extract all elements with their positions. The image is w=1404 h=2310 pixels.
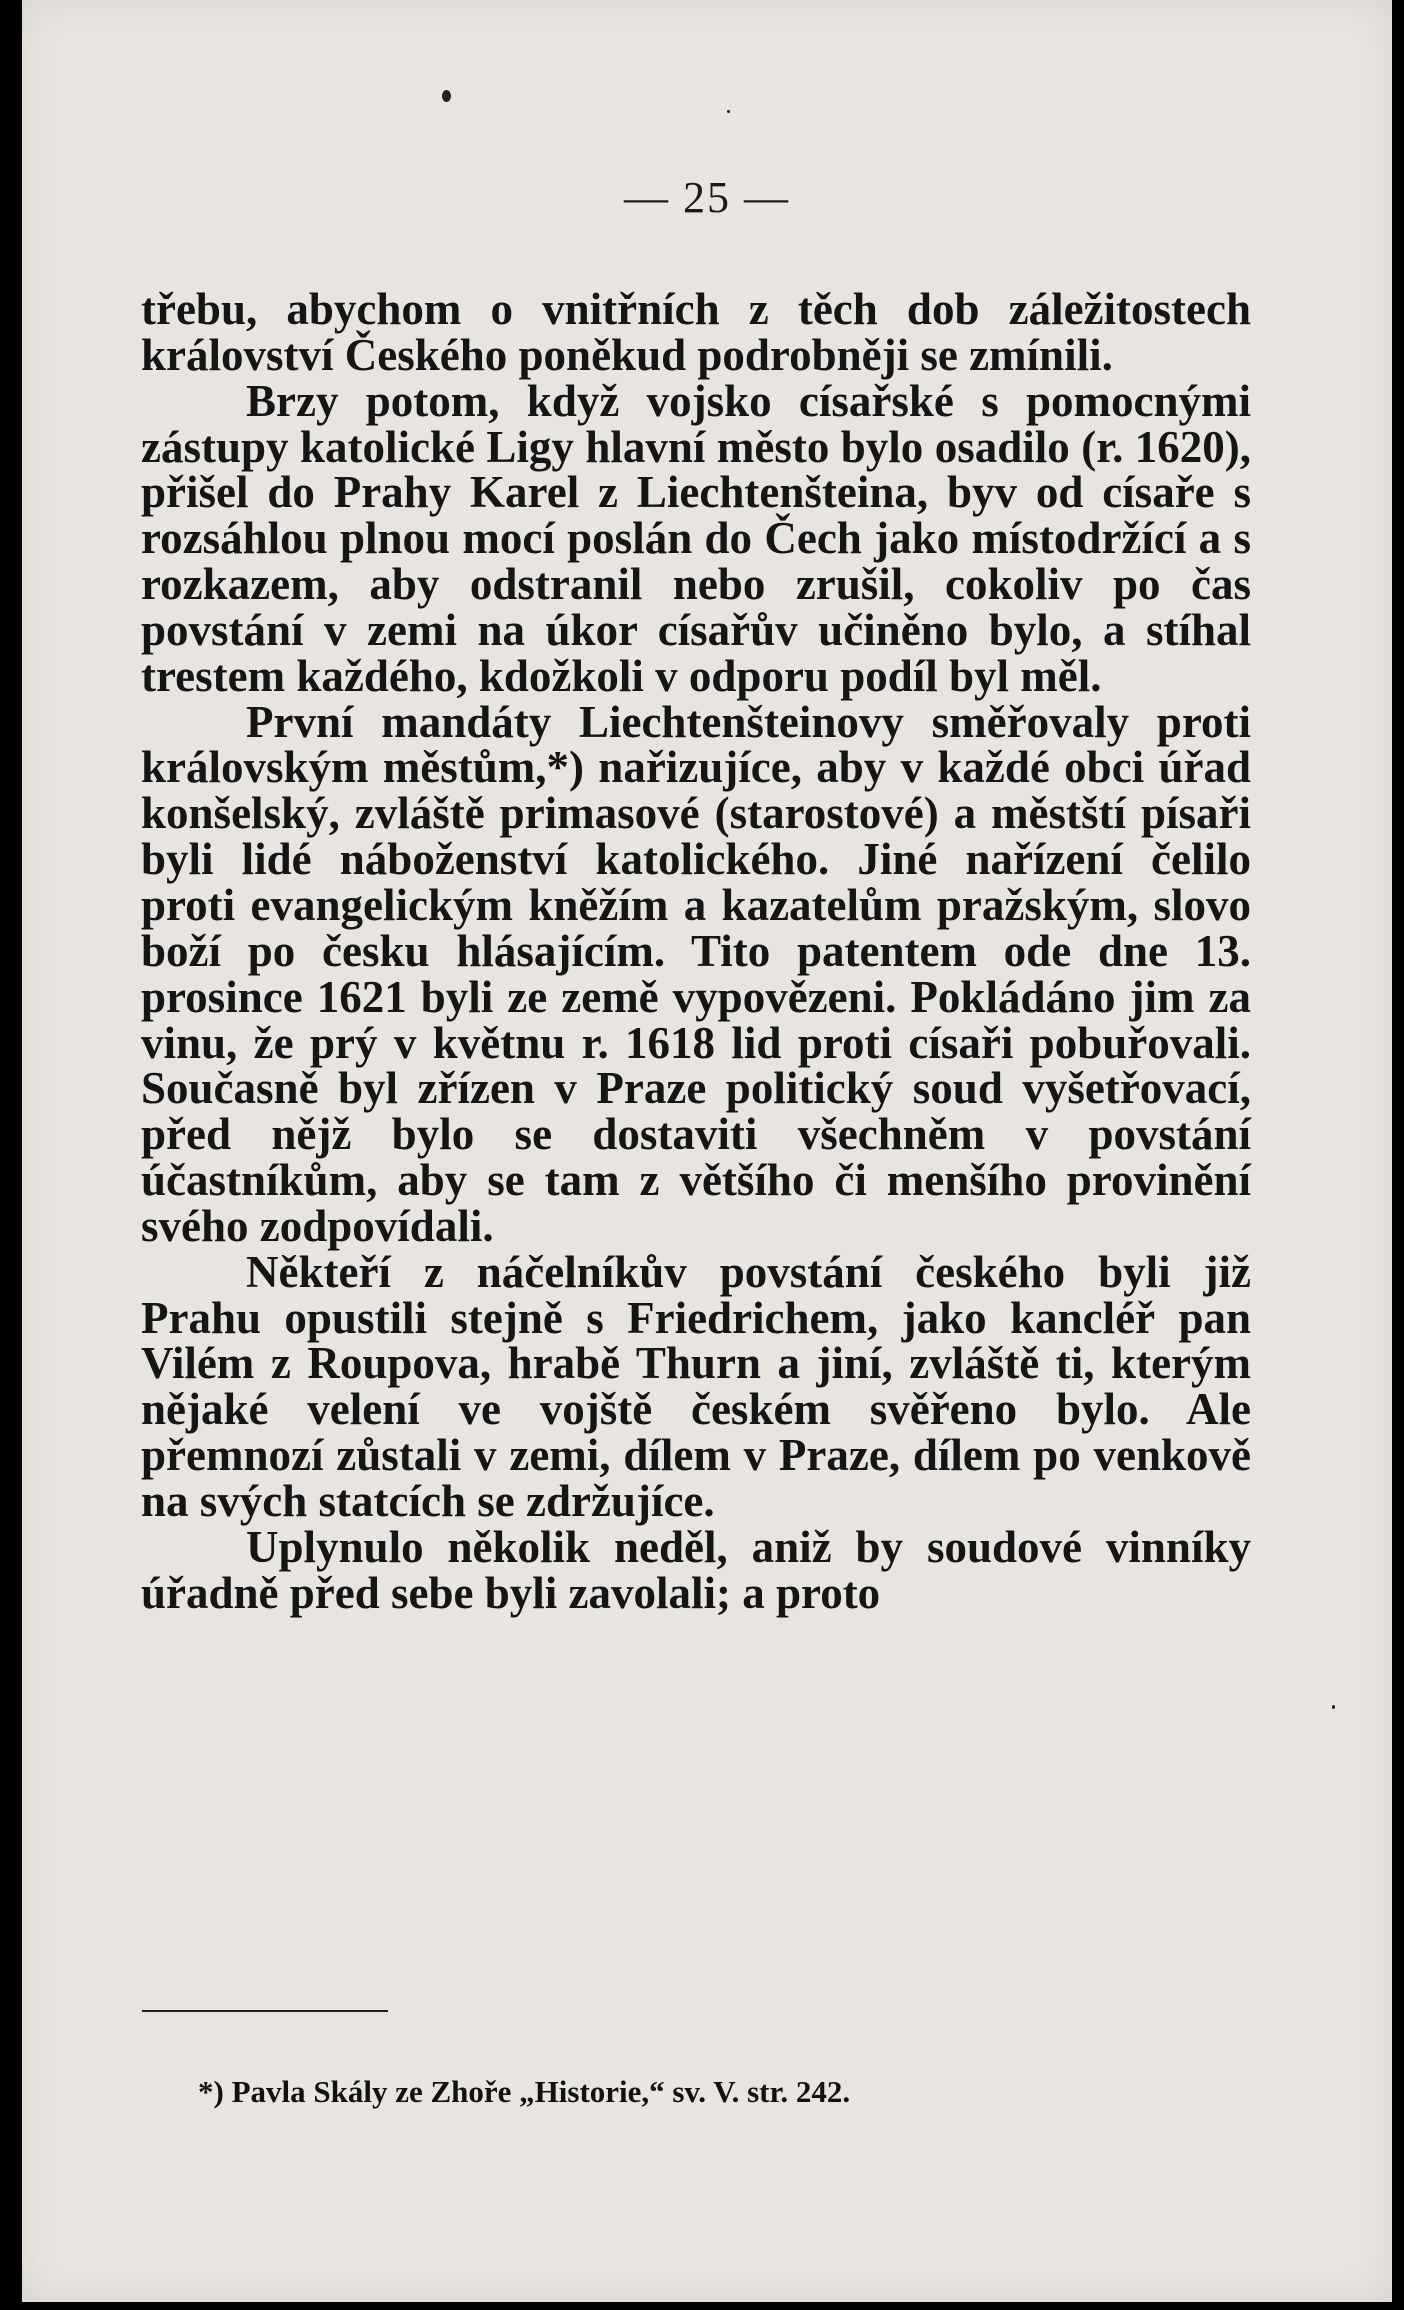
ink-speck [1332, 1705, 1335, 1709]
body-text [141, 284, 1251, 1618]
page-number: — 25 — [624, 173, 790, 222]
footnote-divider [142, 2010, 388, 2012]
paragraph: Brzy potom, když vojsko císařské s pomocnými zástupy katolické Ligy hlavní město bylo osadilo (r. 1620), přišel do Prahy Karel z Liechtenšteina, byv od císaře s rozsáhlou plnou mocí poslán do Čech jako místodržící a s rozkazem, aby odstranil nebo zrušil, cokoliv po čas povstání v zemi na úkor císařův učiněno bylo, a stíhal trestem každého, kdožkoli v odporu podíl byl měl. [141, 375, 1251, 701]
paragraph: třebu, abychom o vnitřních z těch dob záležitostech království Českého poněkud podrobněji se zmínili. [141, 284, 1251, 380]
ink-speck [727, 110, 730, 113]
ink-speck [442, 90, 451, 102]
book-page [22, 0, 1392, 2302]
paragraph: Uplynulo několik neděl, aniž by soudové vinníky úřadně před sebe byli zavolali; a proto [141, 1521, 1251, 1618]
footnote: *) Pavla Skály ze Zhoře „Historie,“ sv. V. str. 242. [198, 2074, 851, 2109]
paragraph: Někteří z náčelníkův povstání českého byli již Prahu opustili stejně s Friedrichem, jako kancléř pan Vilém z Roupova, hrabě Thurn a jiní, zvláště ti, kterým nějaké velení ve vojště českém svěřeno bylo. Ale přemnozí zůstali v zemi, dílem v Praze, dílem po venkově na svých statcích se zdržujíce. [141, 1246, 1251, 1526]
paragraph: První mandáty Liechtenšteinovy směřovaly proti královským městům,*) nařizujíce, aby v každé obci úřad konšelský, zvláště primasové (starostové) a městští písaři byli lidé náboženství katolického. Jiné nařízení čelilo proti evangelickým kněžím a kazatelům pražským, slovo boží po česku hlásajícím. Tito patentem ode dne 13. prosince 1621 byli ze země vypovězeni. Pokládáno jim za vinu, že prý v květnu r. 1618 lid proti císaři pobuřovali. Současně byl zřízen v Praze politický soud vyšetřovací, před nějž bylo se dostaviti všechněm v povstání účastníkům, aby se tam z většího či menšího provinění svého zodpovídali. [141, 696, 1251, 1251]
